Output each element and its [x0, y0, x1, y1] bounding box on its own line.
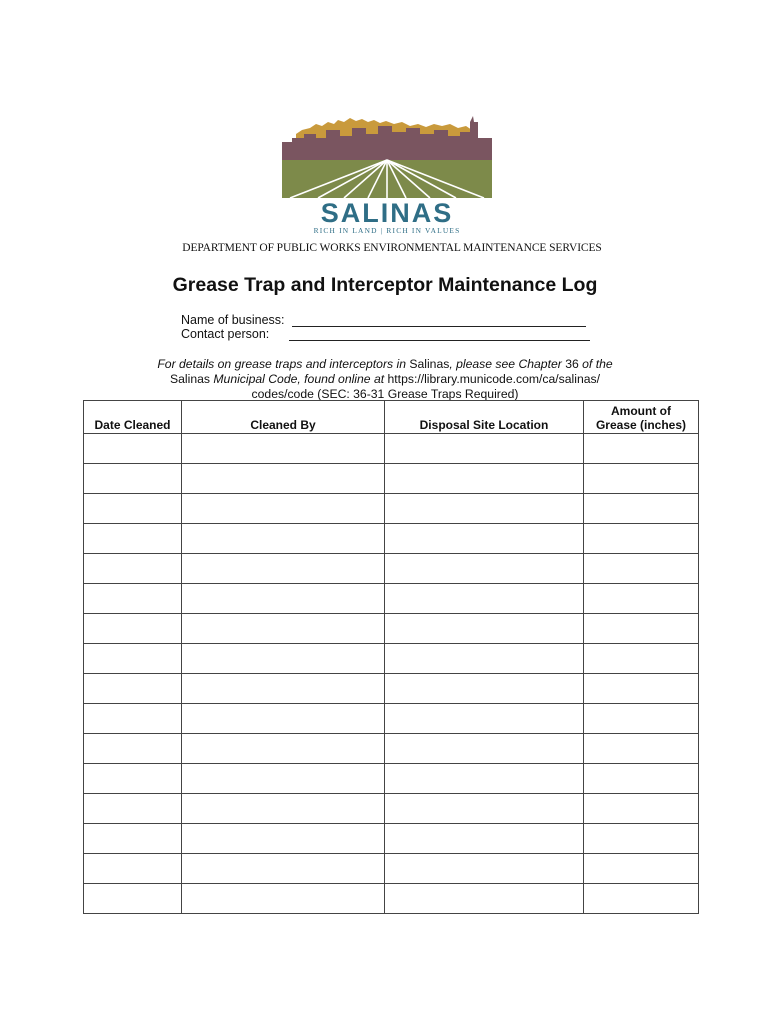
- table-row: [84, 434, 699, 464]
- disposal-site-cell[interactable]: [385, 794, 584, 824]
- disposal-site-cell[interactable]: [385, 644, 584, 674]
- disposal-site-cell[interactable]: [385, 494, 584, 524]
- column-header-cleaned-by: Cleaned By: [182, 401, 385, 434]
- cleaned-by-cell[interactable]: [182, 554, 385, 584]
- disposal-site-cell[interactable]: [385, 824, 584, 854]
- date-cleaned-cell[interactable]: [84, 884, 182, 914]
- column-header-date-cleaned: Date Cleaned: [84, 401, 182, 434]
- cleaned-by-cell[interactable]: [182, 434, 385, 464]
- note-text-7: Municipal Code, found online at: [210, 372, 388, 386]
- table-row: [84, 704, 699, 734]
- note-url: https://library.municode.com/ca/salinas/: [387, 372, 600, 386]
- page-title: Grease Trap and Interceptor Maintenance Log: [172, 274, 598, 296]
- table-row: [84, 794, 699, 824]
- amount-cell[interactable]: [584, 494, 699, 524]
- table-row: [84, 734, 699, 764]
- date-cleaned-cell[interactable]: [84, 824, 182, 854]
- department-name: DEPARTMENT OF PUBLIC WORKS ENVIRONMENTAL MAINTENANCE SERVICES: [182, 242, 602, 254]
- table-row: [84, 644, 699, 674]
- amount-cell[interactable]: [584, 584, 699, 614]
- amount-cell[interactable]: [584, 854, 699, 884]
- amount-cell[interactable]: [584, 734, 699, 764]
- date-cleaned-cell[interactable]: [84, 674, 182, 704]
- table-row: [84, 764, 699, 794]
- table-row: [84, 524, 699, 554]
- date-cleaned-cell[interactable]: [84, 554, 182, 584]
- cleaned-by-cell[interactable]: [182, 734, 385, 764]
- cleaned-by-cell[interactable]: [182, 704, 385, 734]
- table-row: [84, 884, 699, 914]
- amount-header-line-1: Amount of: [611, 404, 671, 418]
- cleaned-by-cell[interactable]: [182, 644, 385, 674]
- amount-cell[interactable]: [584, 704, 699, 734]
- contact-person-label: Contact person:: [181, 327, 270, 341]
- business-name-field: [181, 313, 285, 327]
- amount-cell[interactable]: [584, 464, 699, 494]
- amount-cell[interactable]: [584, 554, 699, 584]
- cleaned-by-cell[interactable]: [182, 674, 385, 704]
- amount-cell[interactable]: [584, 434, 699, 464]
- amount-cell[interactable]: [584, 884, 699, 914]
- date-cleaned-cell[interactable]: [84, 524, 182, 554]
- date-cleaned-cell[interactable]: [84, 614, 182, 644]
- table-row: [84, 494, 699, 524]
- cleaned-by-cell[interactable]: [182, 884, 385, 914]
- disposal-site-cell[interactable]: [385, 614, 584, 644]
- amount-cell[interactable]: [584, 614, 699, 644]
- cleaned-by-cell[interactable]: [182, 794, 385, 824]
- disposal-site-cell[interactable]: [385, 884, 584, 914]
- amount-cell[interactable]: [584, 764, 699, 794]
- amount-cell[interactable]: [584, 524, 699, 554]
- cleaned-by-cell[interactable]: [182, 764, 385, 794]
- disposal-site-cell[interactable]: [385, 464, 584, 494]
- table-row: [84, 854, 699, 884]
- municipal-code-note: [100, 357, 670, 402]
- note-text-9: codes/code (SEC: 36-31 Grease Traps Required): [251, 387, 519, 401]
- column-header-amount-of-grease: [584, 401, 699, 434]
- contact-person-line[interactable]: [289, 340, 590, 341]
- date-cleaned-cell[interactable]: [84, 434, 182, 464]
- contact-person-field: [181, 327, 269, 341]
- note-text-4: 36: [565, 357, 579, 371]
- salinas-logo: [282, 112, 492, 238]
- table-row: [84, 464, 699, 494]
- date-cleaned-cell[interactable]: [84, 464, 182, 494]
- cleaned-by-cell[interactable]: [182, 584, 385, 614]
- disposal-site-cell[interactable]: [385, 734, 584, 764]
- note-text-5: of the: [578, 357, 613, 371]
- table-header-row: [84, 401, 699, 434]
- amount-cell[interactable]: [584, 794, 699, 824]
- amount-cell[interactable]: [584, 824, 699, 854]
- cleaned-by-cell[interactable]: [182, 824, 385, 854]
- column-header-disposal-site: Disposal Site Location: [385, 401, 584, 434]
- date-cleaned-cell[interactable]: [84, 764, 182, 794]
- date-cleaned-cell[interactable]: [84, 584, 182, 614]
- disposal-site-cell[interactable]: [385, 704, 584, 734]
- business-name-label: Name of business:: [181, 313, 285, 327]
- note-text-1: For details on grease traps and interceptors in: [157, 357, 410, 371]
- logo-tagline: RICH IN LAND | RICH IN VALUES: [313, 226, 461, 235]
- disposal-site-cell[interactable]: [385, 584, 584, 614]
- amount-cell[interactable]: [584, 644, 699, 674]
- disposal-site-cell[interactable]: [385, 524, 584, 554]
- disposal-site-cell[interactable]: [385, 854, 584, 884]
- table-row: [84, 584, 699, 614]
- note-text-6: Salinas: [170, 372, 210, 386]
- logo-wordmark: SALINAS: [320, 198, 454, 228]
- date-cleaned-cell[interactable]: [84, 854, 182, 884]
- date-cleaned-cell[interactable]: [84, 734, 182, 764]
- date-cleaned-cell[interactable]: [84, 494, 182, 524]
- business-name-line[interactable]: [292, 326, 586, 327]
- amount-cell[interactable]: [584, 674, 699, 704]
- cleaned-by-cell[interactable]: [182, 524, 385, 554]
- table-row: [84, 614, 699, 644]
- maintenance-log-table: [83, 400, 699, 914]
- table-row: [84, 554, 699, 584]
- cleaned-by-cell[interactable]: [182, 854, 385, 884]
- date-cleaned-cell[interactable]: [84, 644, 182, 674]
- cleaned-by-cell[interactable]: [182, 464, 385, 494]
- cleaned-by-cell[interactable]: [182, 614, 385, 644]
- date-cleaned-cell[interactable]: [84, 704, 182, 734]
- disposal-site-cell[interactable]: [385, 434, 584, 464]
- note-text-2: Salinas: [409, 357, 450, 371]
- date-cleaned-cell[interactable]: [84, 794, 182, 824]
- cleaned-by-cell[interactable]: [182, 494, 385, 524]
- disposal-site-cell[interactable]: [385, 764, 584, 794]
- disposal-site-cell[interactable]: [385, 674, 584, 704]
- disposal-site-cell[interactable]: [385, 554, 584, 584]
- table-row: [84, 674, 699, 704]
- note-text-3: , please see Chapter: [449, 357, 566, 371]
- table-row: [84, 824, 699, 854]
- amount-header-line-2: Grease (inches): [595, 418, 687, 432]
